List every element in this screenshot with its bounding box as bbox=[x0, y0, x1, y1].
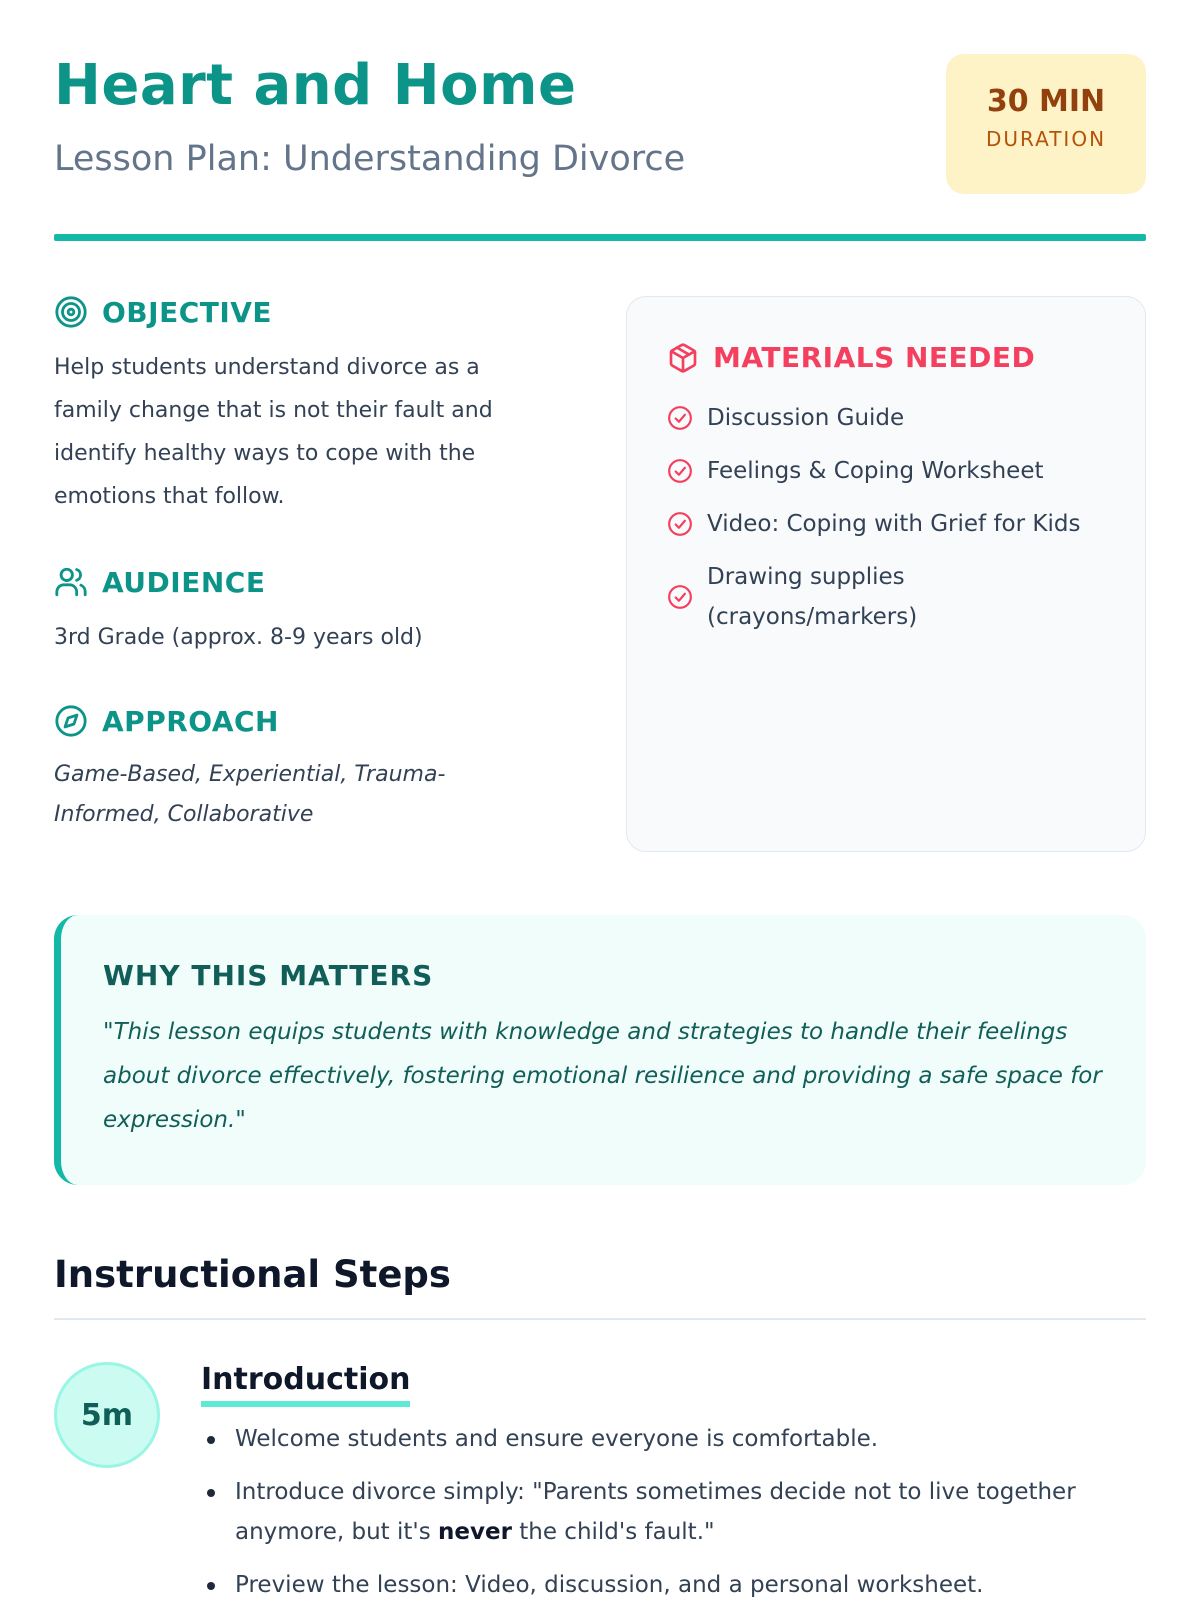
check-circle-icon bbox=[667, 458, 693, 484]
steps-divider bbox=[54, 1318, 1146, 1320]
steps-heading: Instructional Steps bbox=[54, 1253, 451, 1296]
header-divider bbox=[54, 234, 1146, 241]
step-title: Introduction bbox=[201, 1362, 410, 1407]
materials-item-label: Discussion Guide bbox=[707, 405, 905, 431]
materials-list bbox=[667, 398, 1105, 637]
step-body bbox=[201, 1362, 1146, 1600]
target-icon bbox=[54, 295, 88, 329]
check-circle-icon bbox=[667, 584, 693, 610]
materials-item bbox=[667, 451, 1105, 491]
compass-icon bbox=[54, 704, 88, 738]
objective-heading-label: OBJECTIVE bbox=[102, 295, 273, 329]
step-duration-badge: 5m bbox=[54, 1362, 160, 1468]
materials-item bbox=[667, 504, 1105, 544]
materials-item-label: Video: Coping with Grief for Kids bbox=[707, 511, 1081, 537]
check-circle-icon bbox=[667, 405, 693, 431]
audience-block bbox=[54, 562, 614, 659]
materials-item-label: Feelings & Coping Worksheet bbox=[707, 458, 1044, 484]
lesson-details bbox=[54, 292, 614, 835]
step-bullet bbox=[201, 1419, 1146, 1459]
objective-heading bbox=[54, 292, 614, 332]
step-bullet-text: the child's fault." bbox=[511, 1519, 715, 1545]
step-bullet-text: Welcome students and ensure everyone is comfortable. bbox=[235, 1426, 879, 1452]
page-title: Heart and Home bbox=[54, 53, 577, 118]
materials-card bbox=[626, 296, 1146, 852]
overview-section bbox=[54, 242, 1146, 854]
approach-heading-label: APPROACH bbox=[102, 704, 279, 738]
page-subtitle: Lesson Plan: Understanding Divorce bbox=[54, 139, 686, 179]
users-icon bbox=[54, 565, 88, 599]
materials-heading bbox=[667, 341, 1105, 374]
audience-text: 3rd Grade (approx. 8-9 years old) bbox=[54, 625, 423, 650]
step-bullet bbox=[201, 1565, 1146, 1600]
step-bullet-list bbox=[201, 1419, 1146, 1600]
materials-item bbox=[667, 398, 1105, 438]
approach-block bbox=[54, 701, 614, 835]
check-circle-icon bbox=[667, 511, 693, 537]
materials-heading-label: MATERIALS NEEDED bbox=[713, 341, 1036, 374]
step-bullet-text: Introduce divorce simply: "Parents sometimes decide not to live together anymore, but it's bbox=[235, 1479, 1076, 1545]
step-bullet bbox=[201, 1472, 1146, 1552]
why-this-matters-callout bbox=[54, 915, 1146, 1185]
approach-heading bbox=[54, 701, 614, 741]
audience-heading bbox=[54, 562, 614, 602]
approach-text: Game-Based, Experiential, Trauma-Informed, Collaborative bbox=[54, 762, 446, 827]
duration-label: DURATION bbox=[985, 127, 1107, 151]
objective-block bbox=[54, 292, 614, 518]
duration-badge bbox=[946, 54, 1146, 194]
package-icon bbox=[667, 342, 699, 374]
materials-item bbox=[667, 557, 1105, 637]
objective-text: Help students understand divorce as a family change that is not their fault and identify healthy ways to cope with the emotions that follow. bbox=[54, 355, 493, 509]
duration-value: 30 MIN bbox=[986, 84, 1106, 119]
why-quote: "This lesson equips students with knowledge and strategies to handle their feelings about divorce effectively, fostering emotional resilience and providing a safe space for expression." bbox=[103, 1019, 1102, 1133]
step-bullet-emphasis: never bbox=[438, 1519, 512, 1545]
step-bullet-text: Preview the lesson: Video, discussion, and a personal worksheet. bbox=[235, 1572, 984, 1598]
why-heading: WHY THIS MATTERS bbox=[103, 959, 434, 992]
page-header bbox=[54, 0, 1146, 242]
audience-heading-label: AUDIENCE bbox=[102, 565, 266, 599]
materials-item-label: Drawing supplies (crayons/markers) bbox=[707, 564, 918, 630]
